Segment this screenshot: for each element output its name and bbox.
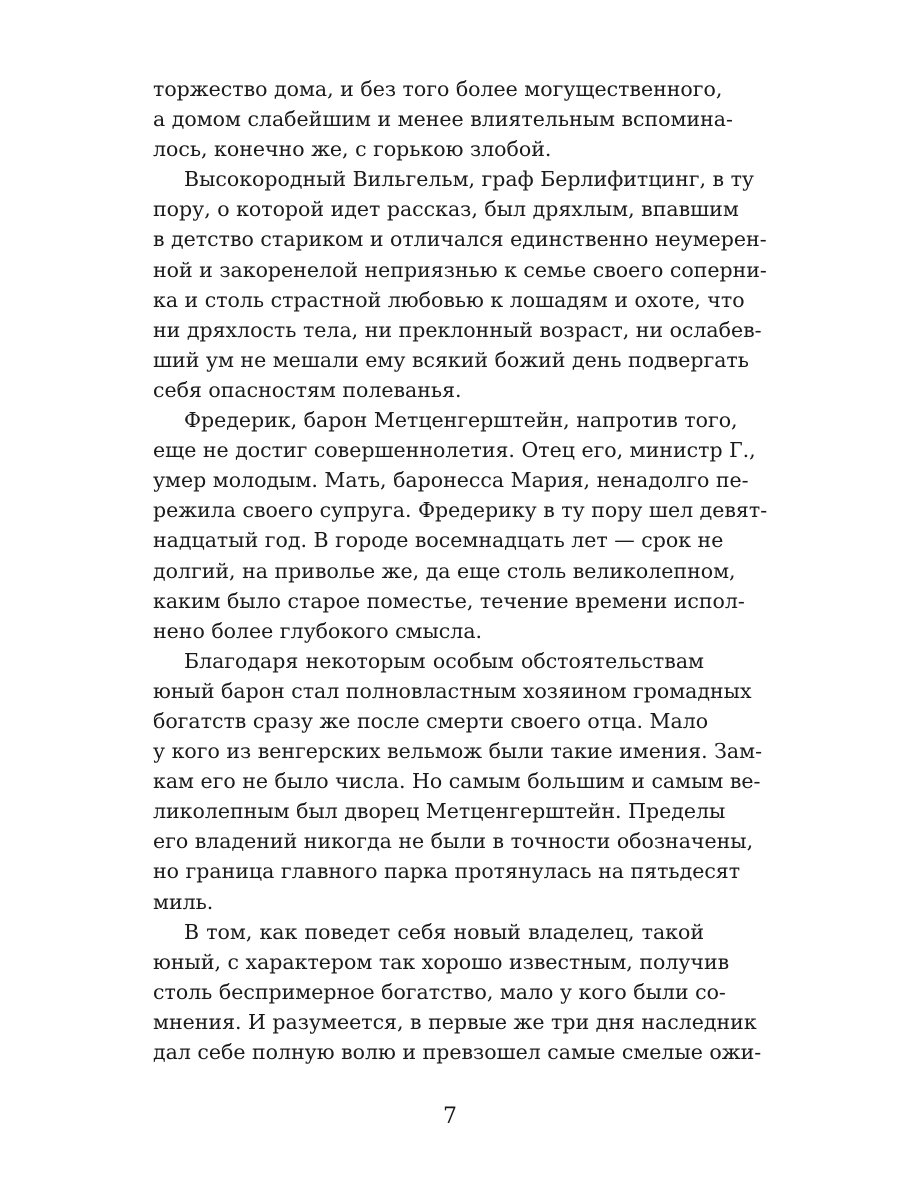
paragraph	[153, 164, 767, 405]
text-line: В том, как поведет себя новый владелец, такой	[184, 919, 704, 944]
text-line: богатств сразу же после смерти своего отца. Мало	[153, 708, 709, 733]
text-line: умер молодым. Мать, баронесса Мария, ненадолго пе-	[153, 468, 749, 493]
text-line: мнения. И разумеется, в первые же три дня наследник	[153, 1009, 757, 1034]
page-number: 7	[443, 1104, 457, 1129]
text-line: Благодаря некоторым особым обстоятельствам	[184, 648, 704, 673]
text-line: в детство стариком и отличался единственно неумерен-	[153, 227, 767, 252]
paragraph	[153, 74, 733, 164]
text-line: ни дряхлость тела, ни преклонный возраст, ни ослабев-	[153, 317, 762, 342]
text-line: его владений никогда не были в точности обозначены,	[153, 829, 754, 854]
body-text	[153, 74, 768, 1067]
text-line: кам его не было числа. Но самым большим и самым ве-	[153, 769, 761, 794]
text-line: столь беспримерное богатство, мало у кого были со-	[153, 979, 726, 1004]
text-line: дал себе полную волю и превзошел самые смелые ожи-	[153, 1040, 762, 1064]
text-line: каким было старое поместье, течение времени испол-	[153, 588, 745, 613]
text-line: себя опасностям полеванья.	[153, 377, 462, 402]
text-line: пору, о которой идет рассказ, был дряхлым, впавшим	[153, 197, 739, 222]
text-line: юный, с характером так хорошо известным, получив	[153, 949, 730, 974]
text-line: юный барон стал полновластным хозяином громадных	[153, 678, 752, 703]
paragraph	[153, 646, 763, 917]
text-line: долгий, на приволье же, да еще столь великолепном,	[153, 558, 736, 583]
text-line: у кого из венгерских вельмож были такие имения. Зам-	[153, 739, 763, 764]
text-line: ной и закоренелой неприязнью к семье своего соперни-	[153, 257, 767, 282]
text-line: Высокородный Вильгельм, граф Берлифитцинг, в ту	[184, 167, 754, 192]
text-line: лось, конечно же, с горькою злобой.	[153, 137, 552, 162]
text-line: еще не достиг совершеннолетия. Отец его, министр Г.,	[153, 438, 756, 463]
text-line: миль.	[153, 889, 214, 914]
text-line: ка и столь страстной любовью к лошадям и охоте, что	[153, 287, 745, 312]
text-line: торжество дома, и без того более могущественного,	[153, 77, 723, 101]
text-line: ший ум не мешали ему всякий божий день подвергать	[153, 347, 749, 372]
text-line: режила своего супруга. Фредерику в ту пору шел девят-	[153, 498, 768, 523]
text-line: надцатый год. В городе восемнадцать лет — срок не	[153, 528, 724, 553]
paragraph	[153, 405, 768, 646]
text-line: нено более глубокого смысла.	[153, 618, 483, 643]
text-line: Фредерик, барон Метценгерштейн, напротив того,	[184, 408, 738, 433]
paragraph	[153, 917, 762, 1067]
text-line: но граница главного парка протянулась на пятьдесят	[153, 859, 741, 884]
text-line: а домом слабейшим и менее влиятельным вспомина-	[153, 107, 733, 132]
text-line: ликолепным был дворец Метценгерштейн. Пределы	[153, 799, 726, 824]
